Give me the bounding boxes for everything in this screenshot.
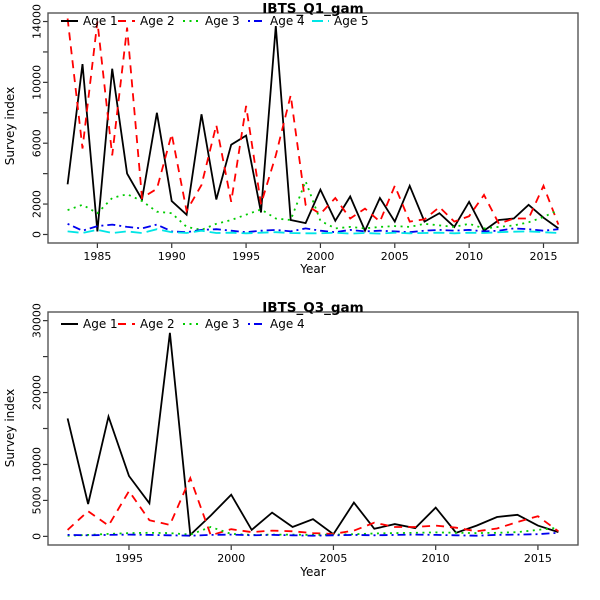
legend-label-age-3: Age 3 — [205, 14, 240, 28]
x-tick-label: 2010 — [421, 552, 450, 565]
legend-label-age-2: Age 2 — [140, 14, 175, 28]
y-tick-label: 0 — [30, 230, 44, 238]
x-tick-label: 2010 — [455, 250, 484, 263]
y-tick-label: 0 — [30, 532, 44, 540]
x-tick-label: 2000 — [306, 250, 335, 263]
legend-label-age-1: Age 1 — [83, 317, 118, 331]
y-tick-label: 5000 — [30, 486, 44, 515]
y-axis-label: Survey index — [3, 86, 17, 166]
plot-box — [48, 312, 578, 545]
y-tick-label: 30000 — [30, 303, 44, 339]
x-tick-label: 1995 — [232, 250, 261, 263]
y-tick-label: 2000 — [30, 190, 44, 219]
y-tick-label: 10000 — [30, 64, 44, 100]
legend-label-age-5: Age 5 — [334, 14, 369, 28]
y-tick-label: 10000 — [30, 446, 44, 482]
x-tick-label: 2000 — [217, 552, 246, 565]
x-tick-label: 2005 — [319, 552, 348, 565]
series-line-age-2 — [68, 478, 559, 535]
legend-label-age-4: Age 4 — [270, 14, 305, 28]
series-line-age-1 — [68, 333, 559, 535]
x-tick-label: 2015 — [523, 552, 552, 565]
legend-label-age-4: Age 4 — [270, 317, 305, 331]
x-tick-label: 1990 — [157, 250, 186, 263]
plot-canvas-q3 — [0, 300, 600, 600]
y-tick-label: 20000 — [30, 375, 44, 411]
y-tick-label: 14000 — [30, 4, 44, 40]
series-line-age-2 — [68, 19, 559, 225]
x-tick-label: 1995 — [114, 552, 143, 565]
x-axis-label: Year — [300, 565, 326, 579]
x-tick-label: 2015 — [529, 250, 558, 263]
chart-title: IBTS_Q1_gam — [262, 1, 364, 17]
x-tick-label: 1985 — [83, 250, 112, 263]
y-axis-label: Survey index — [3, 388, 17, 468]
x-tick-label: 2005 — [380, 250, 409, 263]
chart-title: IBTS_Q3_gam — [262, 300, 364, 316]
y-tick-label: 6000 — [30, 129, 44, 158]
legend-label-age-3: Age 3 — [205, 317, 240, 331]
x-axis-label: Year — [300, 262, 326, 276]
legend-label-age-2: Age 2 — [140, 317, 175, 331]
chart-ibts-q3-gam — [0, 300, 600, 600]
legend-label-age-1: Age 1 — [83, 14, 118, 28]
